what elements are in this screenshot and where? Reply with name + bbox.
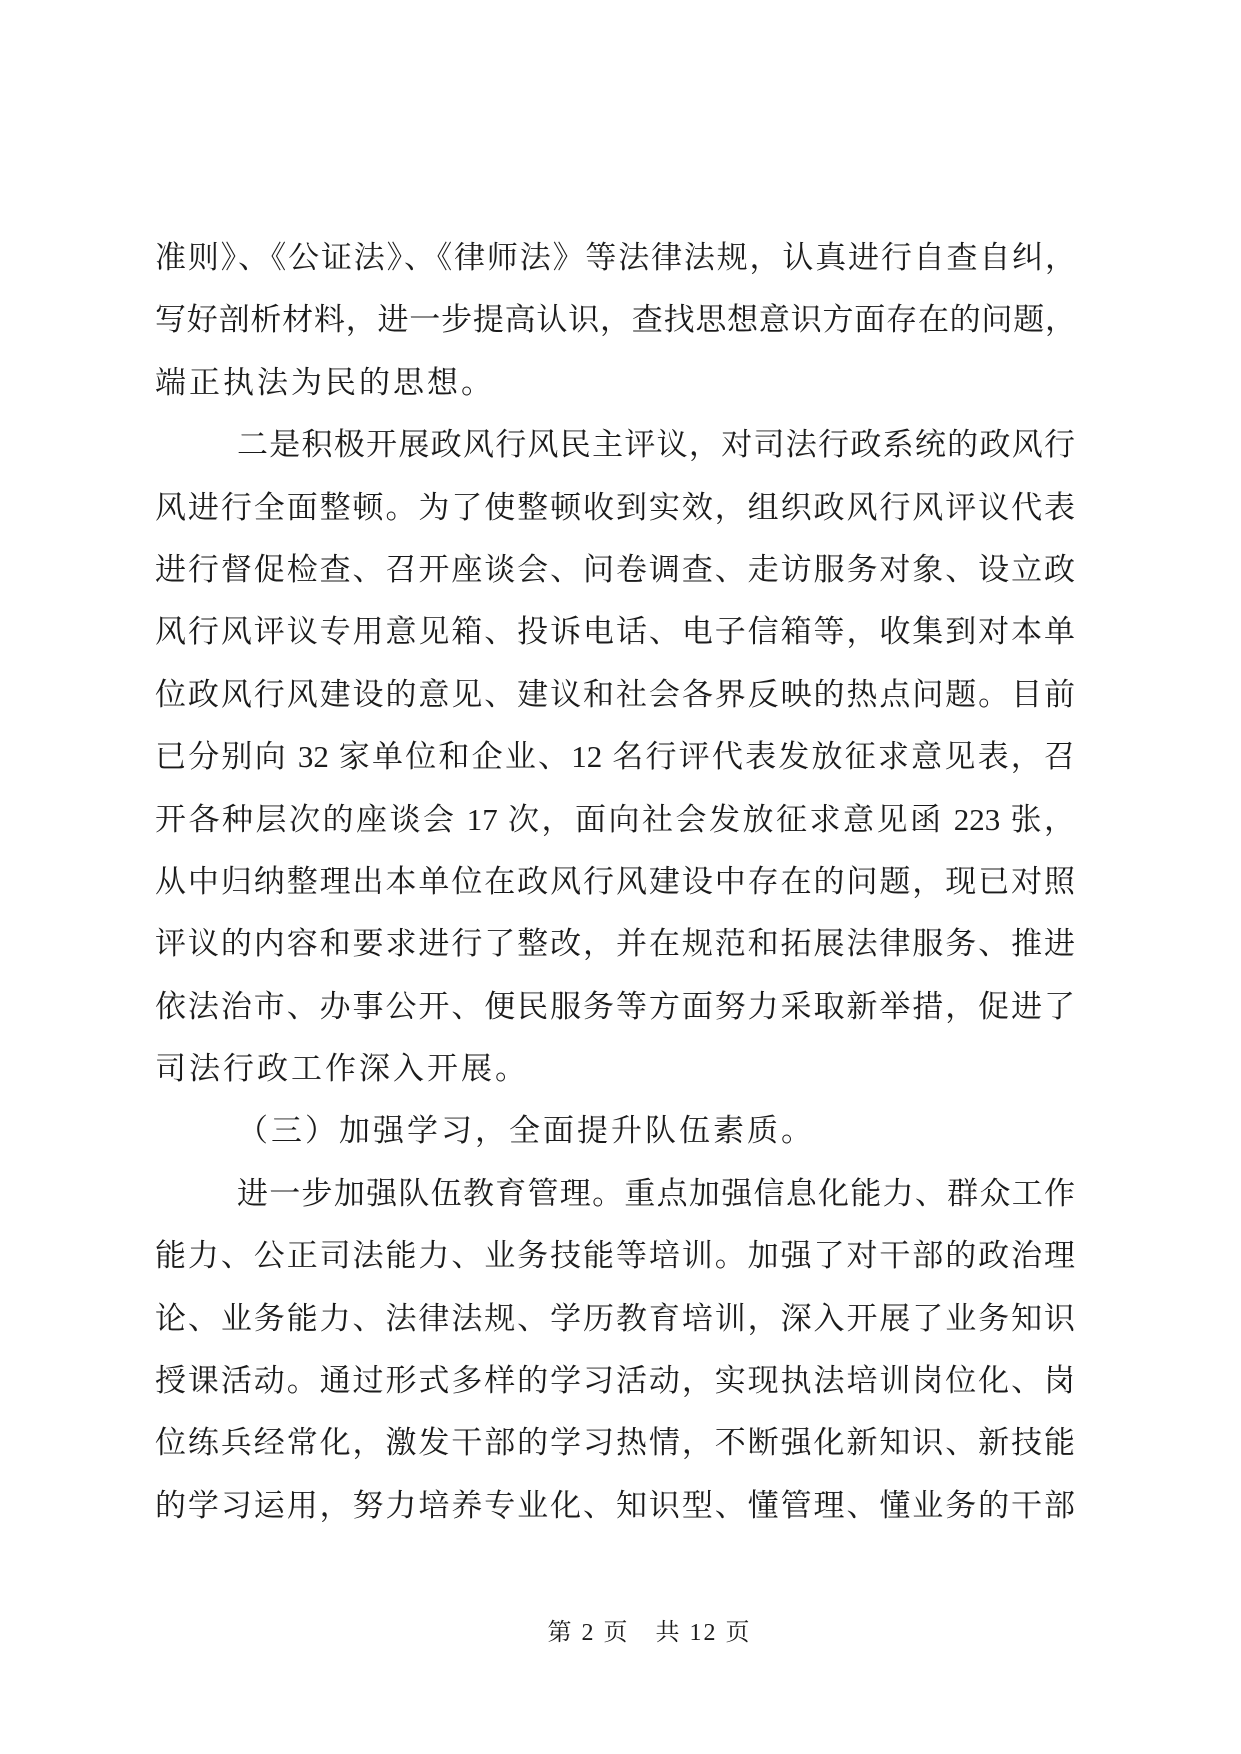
text-line: 写好剖析材料，进一步提高认识，查找思想意识方面存在的问题， xyxy=(155,302,1075,338)
text-line: 风行风评议专用意见箱、投诉电话、电子信箱等，收集到对本单 xyxy=(155,614,1075,650)
text-line: 授课活动。通过形式多样的学习活动，实现执法培训岗位化、岗 xyxy=(155,1363,1075,1399)
text-line: 依法治市、办事公开、便民服务等方面努力采取新举措，促进了 xyxy=(155,988,1075,1024)
text-line: 风进行全面整顿。为了使整顿收到实效，组织政风行风评议代表 xyxy=(155,489,1075,525)
document-body xyxy=(155,227,1075,1537)
text-line: 端正执法为民的思想。 xyxy=(155,364,495,400)
text-line: 进一步加强队伍教育管理。重点加强信息化能力、群众工作 xyxy=(237,1175,1075,1211)
text-line: 的学习运用，努力培养专业化、知识型、懂管理、懂业务的干部 xyxy=(155,1487,1075,1523)
text-line: 已分别向 32 家单位和企业、12 名行评代表发放征求意见表，召 xyxy=(155,739,1075,775)
text-line: 从中归纳整理出本单位在政风行风建设中存在的问题，现已对照 xyxy=(155,863,1075,899)
text-line: 司法行政工作深入开展。 xyxy=(155,1051,529,1087)
text-line: 准则》、《公证法》、《律师法》等法律法规，认真进行自查自纠， xyxy=(155,240,1075,275)
section-heading-line: （三）加强学习，全面提升队伍素质。 xyxy=(237,1113,815,1149)
text-line: 位政风行风建设的意见、建议和社会各界反映的热点问题。目前 xyxy=(155,676,1075,712)
text-line: 评议的内容和要求进行了整改，并在规范和拓展法律服务、推进 xyxy=(155,926,1075,962)
text-line: 二是积极开展政风行风民主评议，对司法行政系统的政风行 xyxy=(237,427,1075,463)
page-footer xyxy=(0,1611,1241,1655)
page-number-indicator: 第 2 页 共 12 页 xyxy=(547,1620,752,1646)
text-line: 能力、公正司法能力、业务技能等培训。加强了对干部的政治理 xyxy=(155,1238,1075,1274)
text-line: 进行督促检查、召开座谈会、问卷调查、走访服务对象、设立政 xyxy=(155,551,1075,587)
text-line: 位练兵经常化，激发干部的学习热情，不断强化新知识、新技能 xyxy=(155,1425,1075,1461)
text-line: 论、业务能力、法律法规、学历教育培训，深入开展了业务知识 xyxy=(155,1300,1075,1336)
text-line: 开各种层次的座谈会 17 次，面向社会发放征求意见函 223 张， xyxy=(155,801,1075,837)
